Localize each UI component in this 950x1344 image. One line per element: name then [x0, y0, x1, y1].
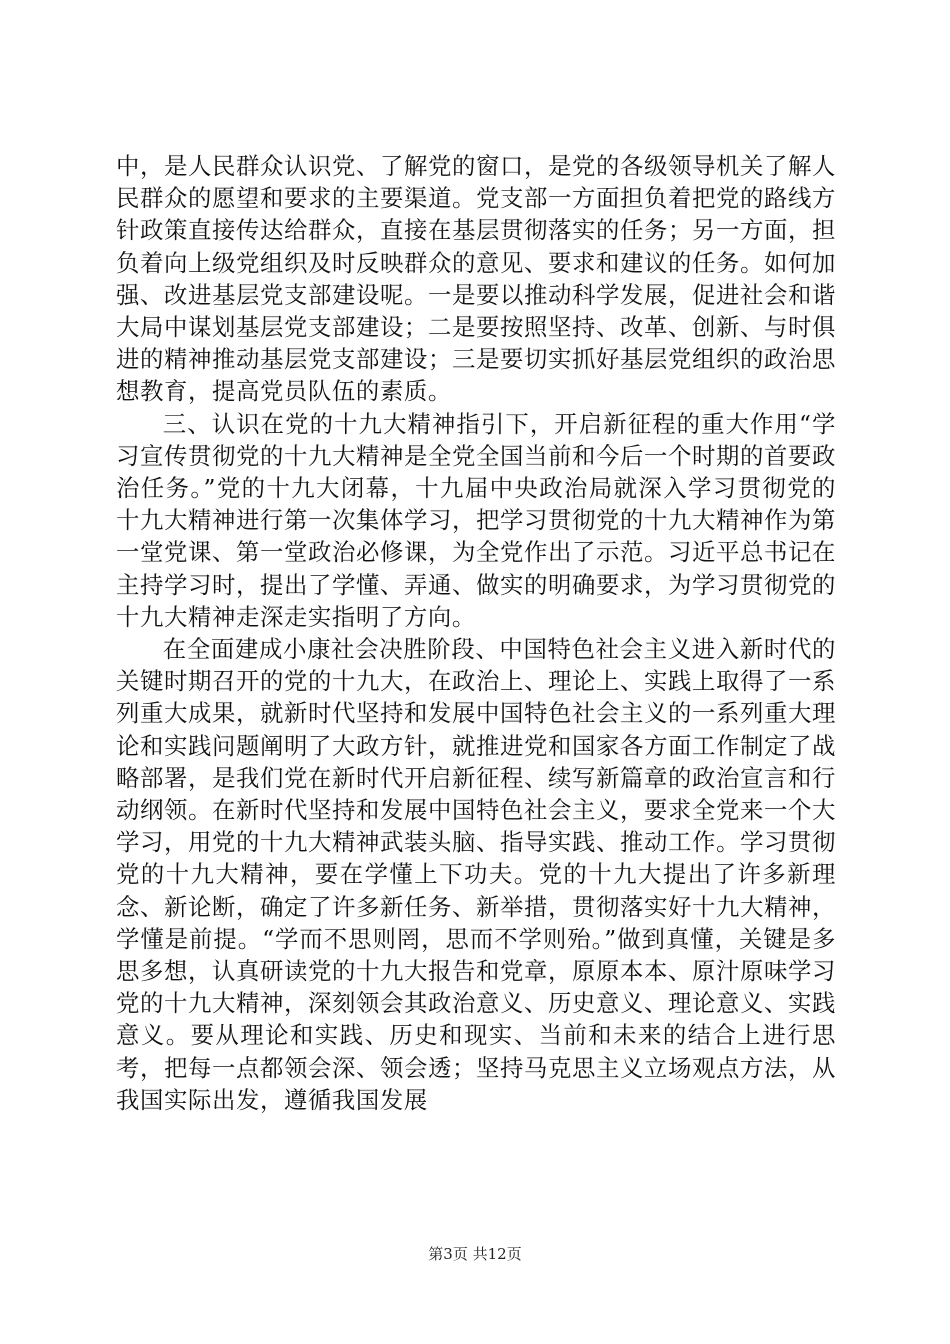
paragraph-2: 三、认识在党的十九大精神指引下，开启新征程的重大作用“学习宣传贯彻党的十九大精神是全党全国当前和今后一个时期的首要政治任务。”党的十九大闭幕，十九届中央政治局就深入学习贯彻党的十九大精神进行第一次集体学习，把学习贯彻党的十九大精神作为第一堂党课、第一堂政治必修课，为全党作出了示范。习近平总书记在主持学习时，提出了学懂、弄通、做实的明确要求，为学习贯彻党的十九大精神走深走实指明了方向。: [116, 409, 836, 631]
page-number-label: 第3页 共12页: [428, 1245, 522, 1263]
paragraph-3: 在全面建成小康社会决胜阶段、中国特色社会主义进入新时代的关键时期召开的党的十九大，在政治上、理论上、实践上取得了一系列重大成果，就新时代坚持和发展中国特色社会主义的一系列重大理论和实践问题阐明了大政方针，就推进党和国家各方面工作制定了战略部署，是我们党在新时代开启新征程、续写新篇章的政治宣言和行动纲领。在新时代坚持和发展中国特色社会主义，要求全党来一个大学习，用党的十九大精神武装头脑、指导实践、推动工作。学习贯彻党的十九大精神，要在学懂上下功夫。党的十九大提出了许多新理念、新论断，确定了许多新任务、新举措，贯彻落实好十九大精神，学懂是前提。“学而不思则罔，思而不学则殆。”做到真懂，关键是多思多想，认真研读党的十九大报告和党章，原原本本、原汁原味学习党的十九大精神，深刻领会其政治意义、历史意义、理论意义、实践意义。要从理论和实践、历史和现实、当前和未来的结合上进行思考，把每一点都领会深、领会透；坚持马克思主义立场观点方法，从我国实际出发，遵循我国发展: [116, 635, 836, 1114]
paragraph-1: 中，是人民群众认识党、了解党的窗口，是党的各级领导机关了解人民群众的愿望和要求的主要渠道。党支部一方面担负着把党的路线方针政策直接传达给群众，直接在基层贯彻落实的任务；另一方面，担负着向上级党组织及时反映群众的意见、要求和建议的任务。如何加强、改进基层党支部建设呢。一是要以推动科学发展，促进社会和谐大局中谋划基层党支部建设；二是要按照坚持、改革、创新、与时俱进的精神推动基层党支部建设；三是要切实抓好基层党组织的政治思想教育，提高党员队伍的素质。: [116, 152, 836, 406]
document-body: [116, 150, 836, 1116]
page-footer: [0, 1244, 950, 1264]
